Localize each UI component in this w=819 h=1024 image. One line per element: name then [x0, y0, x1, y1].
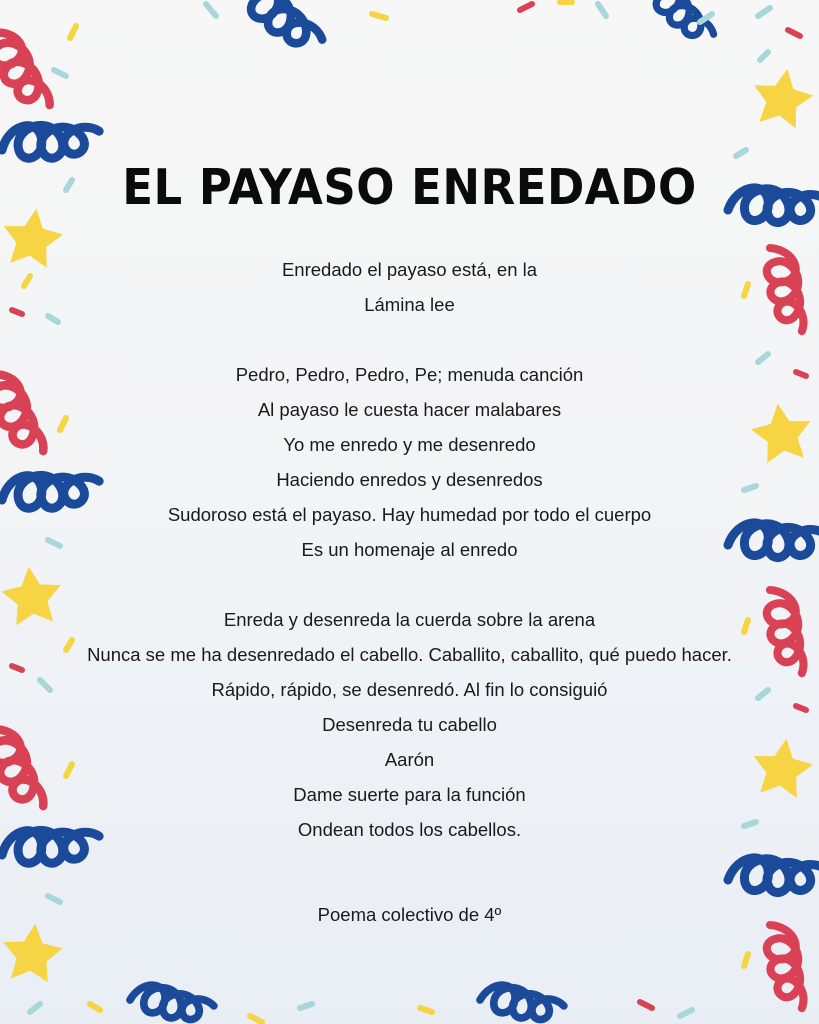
- poem-line: Desenreda tu cabello: [322, 714, 497, 735]
- poem-line: Haciendo enredos y desenredos: [276, 469, 543, 490]
- confetti-coil-red: [744, 918, 819, 1014]
- poem-body: [0, 252, 819, 882]
- poem-line: Yo me enredo y me desenredo: [283, 434, 536, 455]
- confetti-coil-blue: [128, 975, 215, 1024]
- star-icon: [748, 64, 817, 131]
- poem-line: Enreda y desenreda la cuerda sobre la arena: [223, 609, 596, 630]
- poem-line: Dame suerte para la función: [293, 784, 526, 805]
- poem-stanza-2: [0, 357, 819, 567]
- poem-line: Nunca se me ha desenredado el cabello. Caballito, caballito, qué puedo hacer.: [87, 644, 732, 665]
- poem-line: Al payaso le cuesta hacer malabares: [257, 399, 562, 420]
- poem-title: EL PAYASO ENREDADO: [122, 158, 697, 217]
- poem-line: Lámina lee: [364, 294, 455, 315]
- poem-line: Enredado el payaso está, en la: [281, 259, 538, 280]
- poem-line: Rápido, rápido, se desenredó. Al fin lo consiguió: [211, 679, 608, 700]
- confetti-coil-blue: [231, 0, 331, 50]
- poem-line: Es un homenaje al enredo: [301, 539, 518, 560]
- poem-credit: Poema colectivo de 4º: [317, 904, 502, 925]
- confetti-coil-blue: [638, 0, 723, 43]
- poem-line: Pedro, Pedro, Pedro, Pe; menuda canción: [235, 364, 584, 385]
- poem-line: Aarón: [384, 749, 435, 770]
- poem-line: Ondean todos los cabellos.: [297, 819, 522, 840]
- confetti-coil-blue: [478, 975, 565, 1024]
- confetti-coil-red: [0, 24, 70, 114]
- poem-stanza-1: [0, 252, 819, 322]
- poem-line: Sudoroso está el payaso. Hay humedad por todo el cuerpo: [167, 504, 652, 525]
- poem-stanza-3: [0, 602, 819, 847]
